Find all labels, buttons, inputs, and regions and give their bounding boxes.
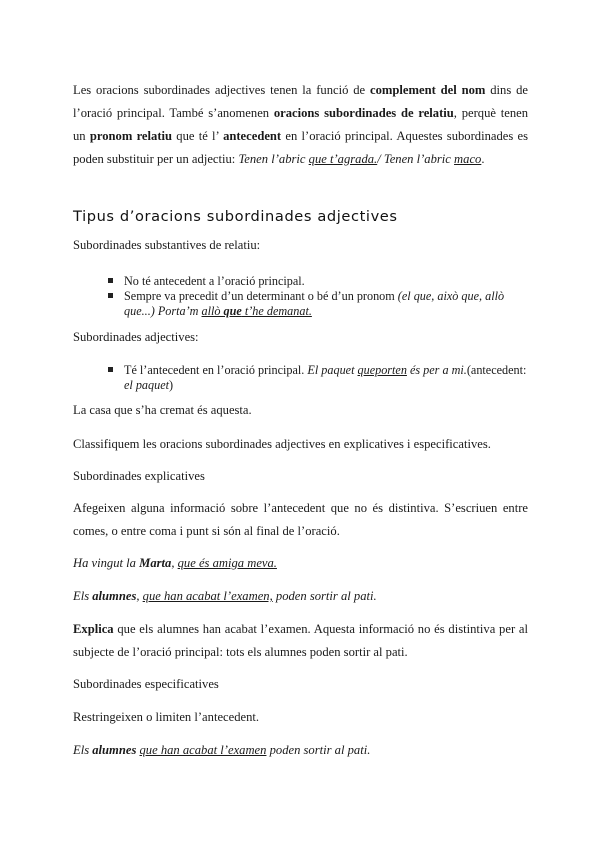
explicatives-description: Afegeixen alguna informació sobre l’antecedent que no és distintiva. S’escriuen entre comes, o entre coma i punt si són al final de l’oració. [73, 501, 528, 538]
term-complement-del-nom: complement del nom [370, 83, 486, 97]
explica-paragraph [73, 618, 528, 664]
term-oracions-de-relatiu: oracions subordinades de relatiu [273, 106, 454, 120]
example-text: Els [73, 743, 93, 757]
explicatives-label: Subordinades explicatives [73, 469, 205, 483]
explicatives-example-1 [73, 552, 528, 575]
example-underlined: que t’agrada. [308, 152, 378, 166]
example-text: és per a mi. [406, 363, 467, 377]
example-underlined: que han acabat l’examen, [142, 589, 273, 603]
term-explica: Explica [73, 622, 114, 636]
especificatives-example [73, 739, 528, 762]
example-text: , [171, 556, 178, 570]
example-bold: alumnes [92, 743, 137, 757]
example-casa: La casa que s’ha cremat és aquesta. [73, 403, 252, 417]
list-item-text: ) [169, 378, 174, 392]
example-underlined: allò [201, 304, 224, 318]
relatiu-label: Subordinades substantives de relatiu: [73, 238, 261, 252]
square-bullet-icon [108, 293, 113, 298]
example-underlined: que han acabat l’examen [139, 743, 267, 757]
square-bullet-icon [108, 278, 113, 283]
adjectives-label: Subordinades adjectives: [73, 330, 199, 344]
intro-text: , perquè tenen un [73, 106, 529, 143]
example-underlined-bold: que [223, 304, 242, 318]
example-text: El paquet [307, 363, 358, 377]
intro-text: que té l’ [172, 129, 224, 143]
example-text: Tenen l’abric [238, 152, 309, 166]
paragraph-text: que els alumnes han acabat l’examen. Aquesta informació no és distintiva per al subjecte de l’oració principal: tots els alumnes poden sortir al pati. [73, 622, 528, 659]
example-text: poden sortir al pati. [266, 743, 371, 757]
section-heading: Tipus d’oracions subordinades adjectives [73, 208, 398, 225]
adjectives-list [73, 363, 528, 393]
example-text: el paquet [124, 378, 170, 392]
intro-text: en l’oració principal. Aquestes subordinades es poden substituir per un adjectiu: [73, 129, 529, 166]
list-item [73, 274, 528, 289]
example-underlined: maco [454, 152, 482, 166]
list-item-text: Té l’antecedent en l’oració principal. [124, 363, 308, 377]
example-text: Els [73, 589, 93, 603]
intro-text: . [481, 152, 485, 166]
example-bold: Marta [139, 556, 172, 570]
list-item [73, 363, 528, 393]
term-antecedent: antecedent [223, 129, 282, 143]
especificatives-label: Subordinades especificatives [73, 677, 219, 691]
list-item [73, 289, 528, 319]
list-item-text: (antecedent: [466, 363, 527, 377]
example-underlined: que és amiga meva. [177, 556, 277, 570]
especificatives-description: Restringeixen o limiten l’antecedent. [73, 710, 260, 724]
example-text: , [136, 589, 143, 603]
intro-text: Les oracions subordinades adjectives tenen la funció de [73, 83, 371, 97]
example-text: / Tenen l’abric [377, 152, 455, 166]
example-bold: alumnes [92, 589, 137, 603]
example-text: poden sortir al pati. [272, 589, 377, 603]
intro-paragraph [73, 79, 528, 171]
example-underlined: t’he demanat. [241, 304, 312, 318]
list-item-text: No té antecedent a l’oració principal. [124, 274, 305, 288]
explicatives-example-2 [73, 585, 528, 608]
example-text: Ha vingut la [73, 556, 140, 570]
term-pronom-relatiu: pronom relatiu [89, 129, 173, 143]
relatiu-list [73, 274, 528, 319]
intro-text: dins de l’oració principal. També s’anomenen [73, 83, 529, 120]
classify-paragraph: Classifiquem les oracions subordinades adjectives en explicatives i especificatives. [73, 437, 491, 451]
example-text: (el que, això que, allò que...) Porta’m [124, 289, 505, 318]
list-item-text: Sempre va precedit d’un determinant o bé d’un pronom [124, 289, 398, 303]
square-bullet-icon [108, 367, 113, 372]
example-underlined: queporten [357, 363, 407, 377]
